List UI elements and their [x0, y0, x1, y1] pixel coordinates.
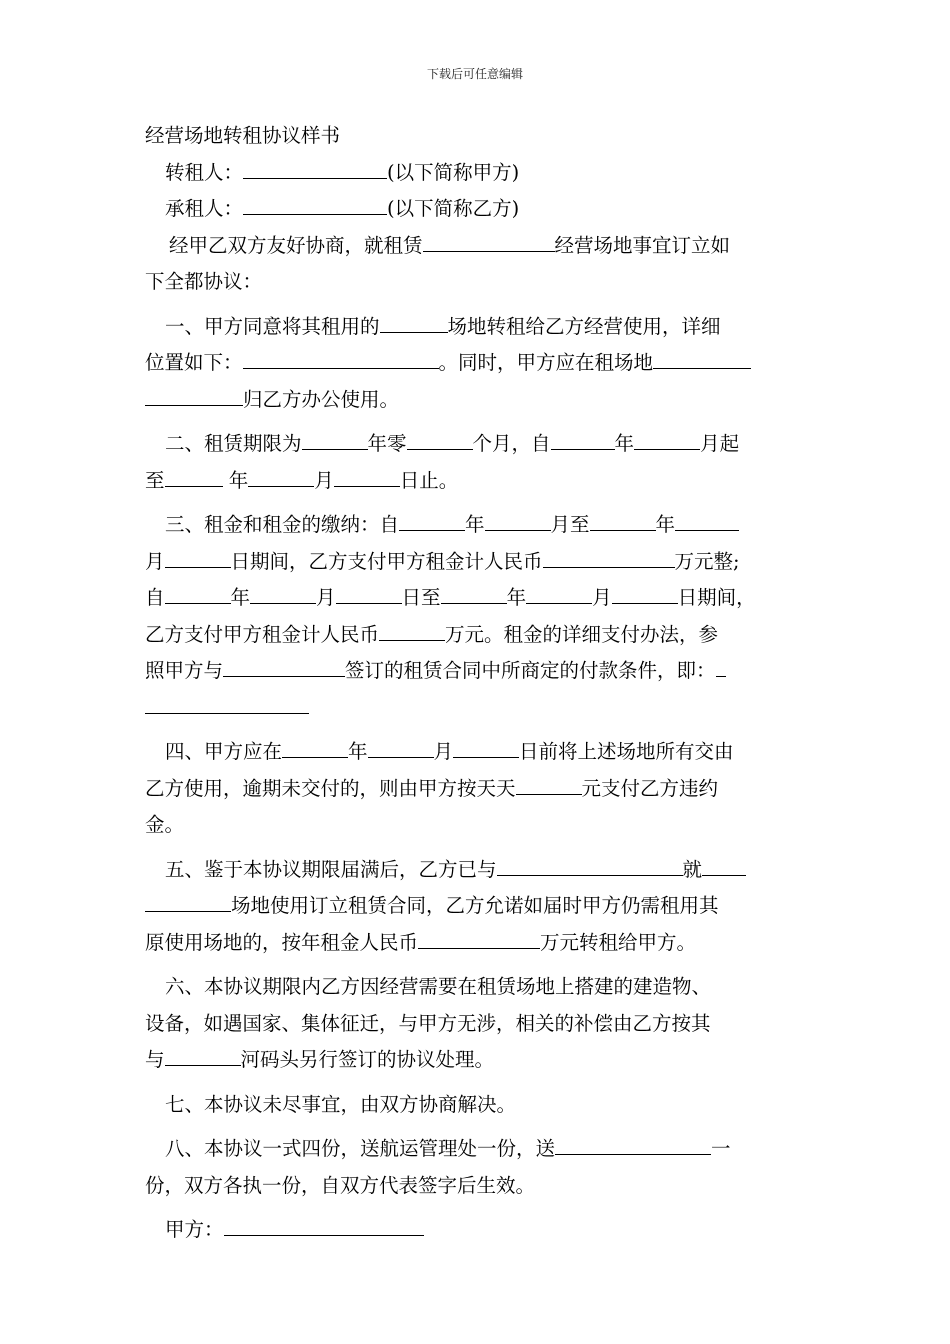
text: 万元。租金的详细支付办法，参 [445, 622, 719, 646]
blank-line [423, 229, 555, 252]
blank-line [250, 581, 316, 604]
blank-line [653, 346, 751, 369]
text: 个月，自 [472, 432, 551, 455]
text: 一 [711, 1137, 731, 1160]
clause-3-line-5 [145, 653, 810, 690]
blank-line [243, 192, 387, 215]
blank-line [441, 581, 507, 604]
clause-7-line-1 [145, 1087, 810, 1124]
text: 四、甲方应在 [165, 740, 283, 763]
blank-line [334, 464, 400, 487]
blank-line [248, 464, 314, 487]
clause-1-line-2 [145, 345, 810, 382]
text: 位置如下： [145, 351, 243, 374]
clause-2-line-1 [145, 426, 810, 463]
document-body [145, 118, 810, 1249]
blank-line [243, 156, 387, 179]
blank-line [634, 427, 700, 450]
text: 份，双方各执一份，自双方代表签字后生效。 [145, 1173, 536, 1197]
text: 。同时，甲方应在租场地 [438, 351, 654, 374]
clause-8-line-1 [145, 1131, 810, 1168]
clause-6-line-2 [145, 1006, 810, 1043]
blank-line [282, 735, 348, 758]
document-title: 经营场地转租协议样书 [145, 124, 341, 147]
clause-5-line-1 [145, 852, 810, 889]
blank-line [165, 545, 231, 568]
text: 年零 [367, 432, 407, 455]
text: 月 [314, 468, 334, 492]
text: 场地转租给乙方经营使用，详细 [447, 314, 721, 338]
text: 日前将上述场地所有交由 [519, 740, 734, 763]
text: (以下简称乙方) [387, 197, 520, 220]
text: 河码头另行签订的协议处理。 [240, 1048, 495, 1071]
clause-5-line-2 [145, 888, 810, 925]
text: 照甲方与 [145, 659, 224, 682]
blank-line [368, 735, 434, 758]
clause-3-line-6 [145, 690, 810, 727]
blank-line [302, 427, 368, 450]
line-transferor [145, 155, 810, 192]
blank-line [551, 427, 615, 450]
text: 八、本协议一式四份，送航运管理处一份，送 [165, 1137, 556, 1160]
text: 二、租赁期限为 [165, 432, 302, 455]
blank-line [526, 581, 592, 604]
blank-line [407, 427, 473, 450]
text: 转租人： [165, 160, 244, 184]
text: (以下简称甲方) [387, 160, 520, 184]
text: 万元整; [674, 549, 740, 573]
text: 自 [145, 586, 165, 609]
text: 元支付乙方违约 [581, 776, 719, 800]
clause-6-line-3 [145, 1042, 810, 1079]
header-note: 下载后可任意编辑 [426, 67, 523, 81]
text: 金。 [145, 813, 185, 836]
blank-line [336, 581, 402, 604]
clause-1-line-3 [145, 382, 810, 419]
blank-line [145, 383, 243, 406]
text: 承租人： [165, 197, 244, 220]
text: 年 [348, 740, 368, 763]
text: 经营场地事宜订立如 [554, 233, 731, 257]
text: 原使用场地的，按年租金人民币 [145, 930, 419, 954]
text: 月 [316, 586, 336, 609]
blank-line [165, 464, 223, 487]
text: 设备，如遇国家、集体征迁，与甲方无涉，相关的补偿由乙方按其 [145, 1011, 711, 1035]
blank-line [380, 310, 448, 333]
blank-line [497, 853, 683, 876]
text: 日至 [401, 586, 441, 609]
clause-3-line-3 [145, 580, 810, 617]
blank-line [612, 581, 678, 604]
clause-3-line-1 [145, 507, 810, 544]
clause-3-line-4 [145, 617, 810, 654]
text: 三、租金和租金的缴纳：自 [165, 513, 400, 536]
blank-line [165, 581, 231, 604]
clause-4-line-3 [145, 807, 810, 844]
line-lessee [145, 191, 810, 228]
text: 年 [506, 586, 527, 609]
text: 月至 [550, 513, 590, 536]
clause-4-line-1 [145, 734, 810, 771]
text: 甲方： [165, 1218, 224, 1241]
text: 日止。 [399, 468, 459, 492]
text: 年 [222, 468, 249, 492]
text: 日期间， [677, 586, 756, 609]
blank-line [453, 735, 519, 758]
text: 年 [230, 586, 251, 609]
clause-5-line-3 [145, 925, 810, 962]
blank-line [543, 545, 675, 568]
blank-line [243, 346, 439, 369]
clause-6-line-1 [145, 969, 810, 1006]
text: 五、鉴于本协议期限届满后，乙方已与 [165, 857, 497, 881]
blank-line [555, 1132, 711, 1155]
text: 下全都协议： [145, 270, 263, 293]
text: 七、本协议未尽事宜，由双方协商解决。 [165, 1092, 517, 1116]
text: 日期间，乙方支付甲方租金计人民币 [230, 549, 543, 573]
text: 月起 [700, 432, 740, 455]
blank-line [716, 654, 726, 677]
text: 月 [145, 549, 165, 573]
text: 就 [682, 857, 703, 881]
text: 万元转租给甲方。 [540, 930, 697, 954]
text: 一、甲方同意将其租用的 [165, 314, 380, 338]
blank-line [399, 508, 465, 531]
blank-line [702, 853, 746, 876]
blank-line [145, 691, 309, 714]
line-intro-cont [145, 264, 810, 301]
text: 乙方支付甲方租金计人民币 [145, 622, 380, 646]
clause-4-line-2 [145, 771, 810, 808]
text: 月 [433, 740, 454, 763]
blank-line [223, 654, 345, 677]
text: 签订的租赁合同中所商定的付款条件，即： [345, 659, 716, 682]
text: 经甲乙双方友好协商，就租赁 [169, 233, 423, 257]
text: 年 [614, 432, 635, 455]
blank-line [145, 889, 231, 912]
blank-line [590, 508, 656, 531]
blank-line [675, 508, 739, 531]
text: 六、本协议期限内乙方因经营需要在租赁场地上搭建的建造物、 [165, 975, 712, 998]
text: 与 [145, 1048, 165, 1071]
party-a-signature-line [145, 1212, 810, 1249]
clause-1-line-1 [145, 309, 810, 346]
text: 至 [145, 468, 165, 492]
blank-line [224, 1213, 424, 1236]
text: 年 [655, 513, 676, 536]
text: 年 [465, 513, 485, 536]
text: 乙方使用，逾期未交付的，则由甲方按天天 [145, 776, 516, 800]
text: 归乙方办公使用。 [243, 387, 400, 411]
blank-line [165, 1043, 241, 1066]
text: 场地使用订立租赁合同，乙方允诺如届时甲方仍需租用其 [231, 894, 719, 917]
blank-line [516, 772, 582, 795]
text: 月 [592, 586, 612, 609]
clause-3-line-2 [145, 544, 810, 581]
blank-line [418, 926, 540, 949]
clause-2-line-2 [145, 463, 810, 500]
line-intro [145, 228, 810, 265]
blank-line [485, 508, 551, 531]
clause-8-line-2 [145, 1168, 810, 1205]
blank-line [379, 618, 445, 641]
